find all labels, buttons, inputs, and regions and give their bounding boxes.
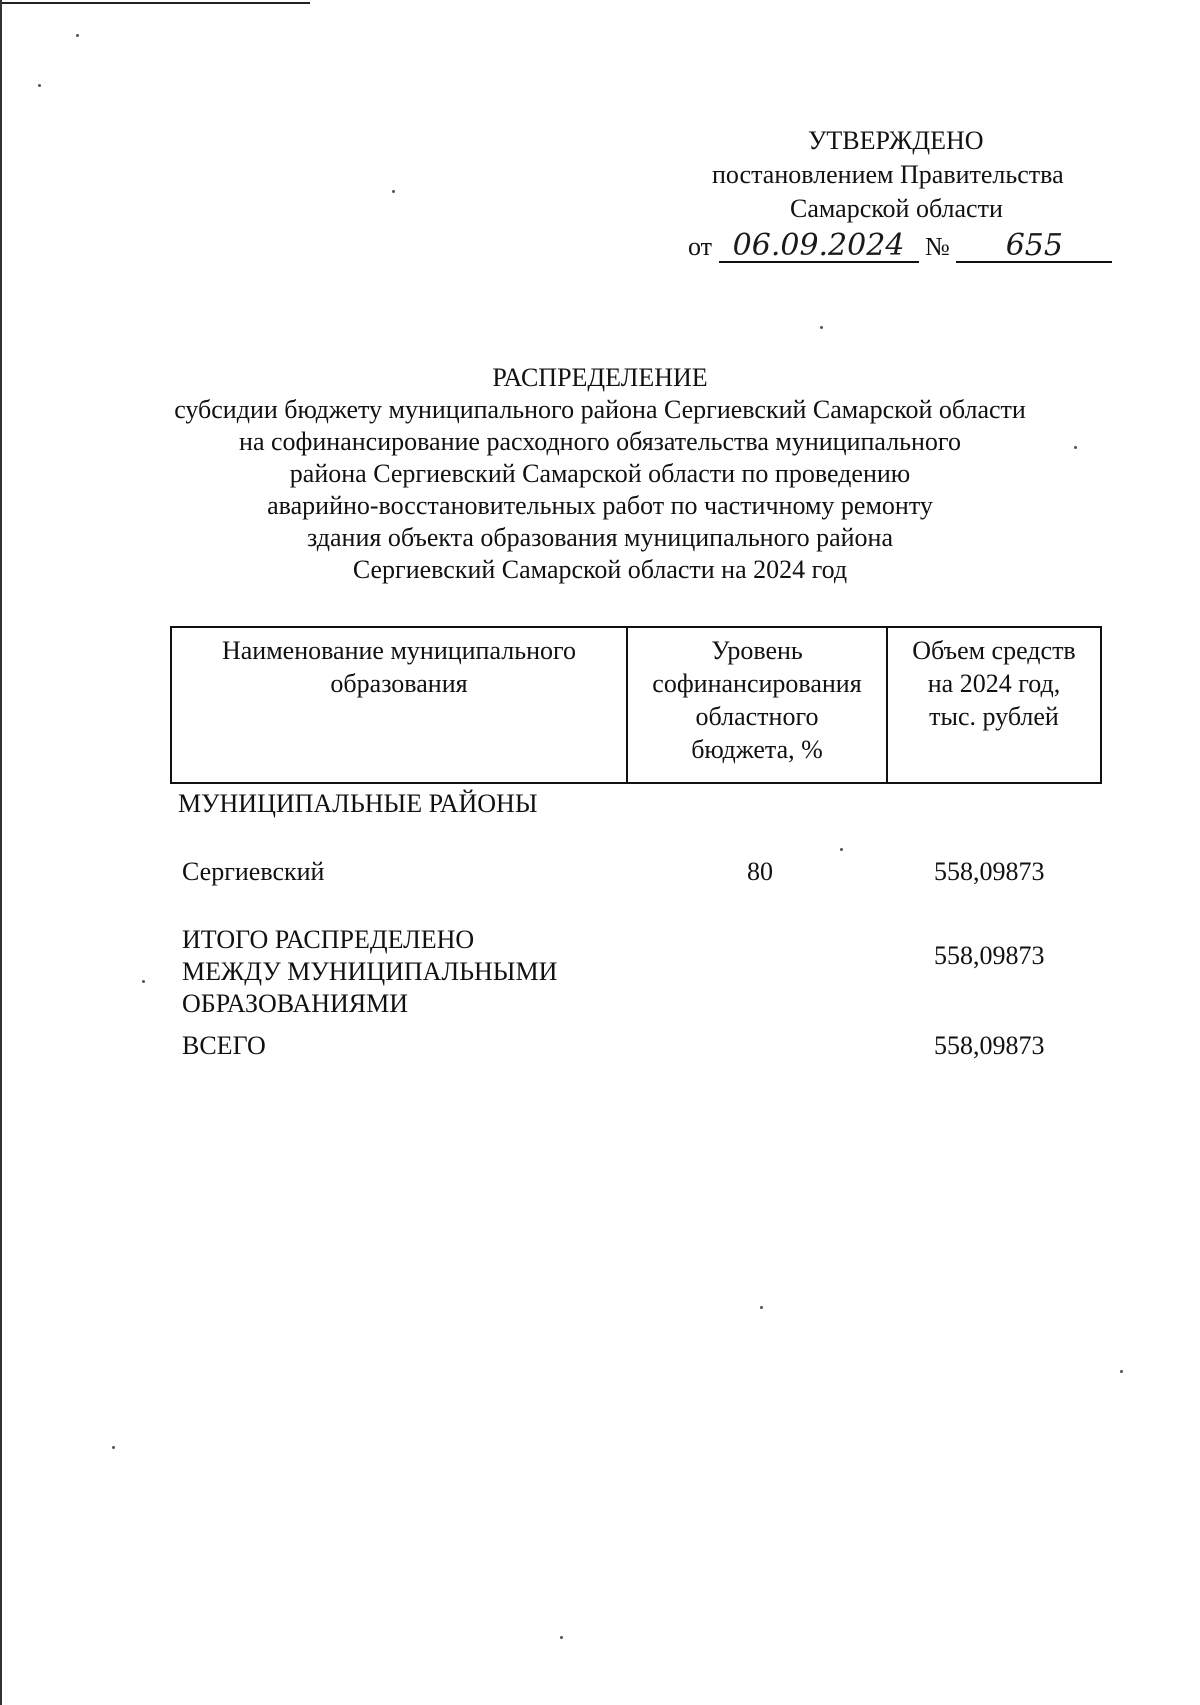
scan-speck (38, 84, 41, 87)
scan-left-edge (0, 0, 2, 1705)
subtotal-amount: 558,09873 (934, 941, 1045, 970)
number-prefix: № (925, 232, 950, 261)
heading-line: аварийно-восстановительных работ по частичному ремонту (267, 491, 933, 520)
table-header (170, 626, 1102, 784)
approval-block (660, 124, 1120, 264)
approval-region: Самарской области (790, 194, 1003, 223)
scan-speck (76, 34, 79, 37)
header-municipality (172, 628, 628, 782)
date-prefix: от (688, 232, 713, 261)
row-municipality-name: Сергиевский (182, 857, 325, 886)
scan-speck (1120, 1370, 1123, 1373)
scan-speck (820, 326, 823, 329)
handwritten-number: 655 (956, 231, 1112, 263)
approval-issuer: постановлением Правительства (712, 160, 1064, 189)
header-text: образования (330, 669, 468, 698)
scan-speck (560, 1636, 563, 1639)
scan-speck (142, 980, 145, 983)
header-text: Уровень (711, 636, 803, 665)
subtotal-label-line: МЕЖДУ МУНИЦИПАЛЬНЫМИ (182, 957, 558, 986)
subtotal-label (182, 924, 642, 1020)
scan-speck (112, 1446, 115, 1449)
header-text: софинансирования (652, 669, 862, 698)
header-text: Объем средств (912, 636, 1076, 665)
header-text: бюджета, % (691, 735, 823, 764)
heading-line: здания объекта образования муниципального района (306, 523, 894, 552)
scan-top-line (0, 2, 310, 4)
heading-line: района Сергиевский Самарской области по проведению (289, 459, 911, 488)
scan-speck (760, 1306, 763, 1309)
heading-line: субсидии бюджету муниципального района Сергиевский Самарской области (174, 395, 1026, 424)
heading-line: на софинансирование расходного обязательства муниципального (239, 427, 961, 456)
header-cofinancing-level (628, 628, 888, 782)
header-text: на 2024 год, (927, 669, 1061, 698)
document-heading (150, 362, 1050, 586)
approval-date-number-line (660, 230, 1120, 264)
subtotal-label-line: ИТОГО РАСПРЕДЕЛЕНО (182, 925, 475, 954)
header-text: тыс. рублей (929, 702, 1059, 731)
approval-title: УТВЕРЖДЕНО (808, 126, 984, 155)
total-amount: 558,09873 (934, 1031, 1045, 1060)
heading-line: Сергиевский Самарской области на 2024 год (352, 555, 848, 584)
subtotal-label-line: ОБРАЗОВАНИЯМИ (182, 989, 409, 1018)
handwritten-date: 06.09.2024 (719, 231, 919, 263)
scan-speck (392, 190, 395, 193)
header-funding-amount (888, 628, 1100, 782)
header-text: областного (695, 702, 819, 731)
total-label: ВСЕГО (182, 1031, 266, 1060)
header-text: Наименование муниципального (221, 636, 577, 665)
document-title: РАСПРЕДЕЛЕНИЕ (492, 363, 708, 392)
scan-speck (1074, 446, 1077, 449)
section-label: МУНИЦИПАЛЬНЫЕ РАЙОНЫ (178, 789, 538, 818)
row-cofinancing-level: 80 (747, 857, 773, 886)
scan-speck (840, 848, 843, 851)
row-amount: 558,09873 (934, 857, 1045, 886)
